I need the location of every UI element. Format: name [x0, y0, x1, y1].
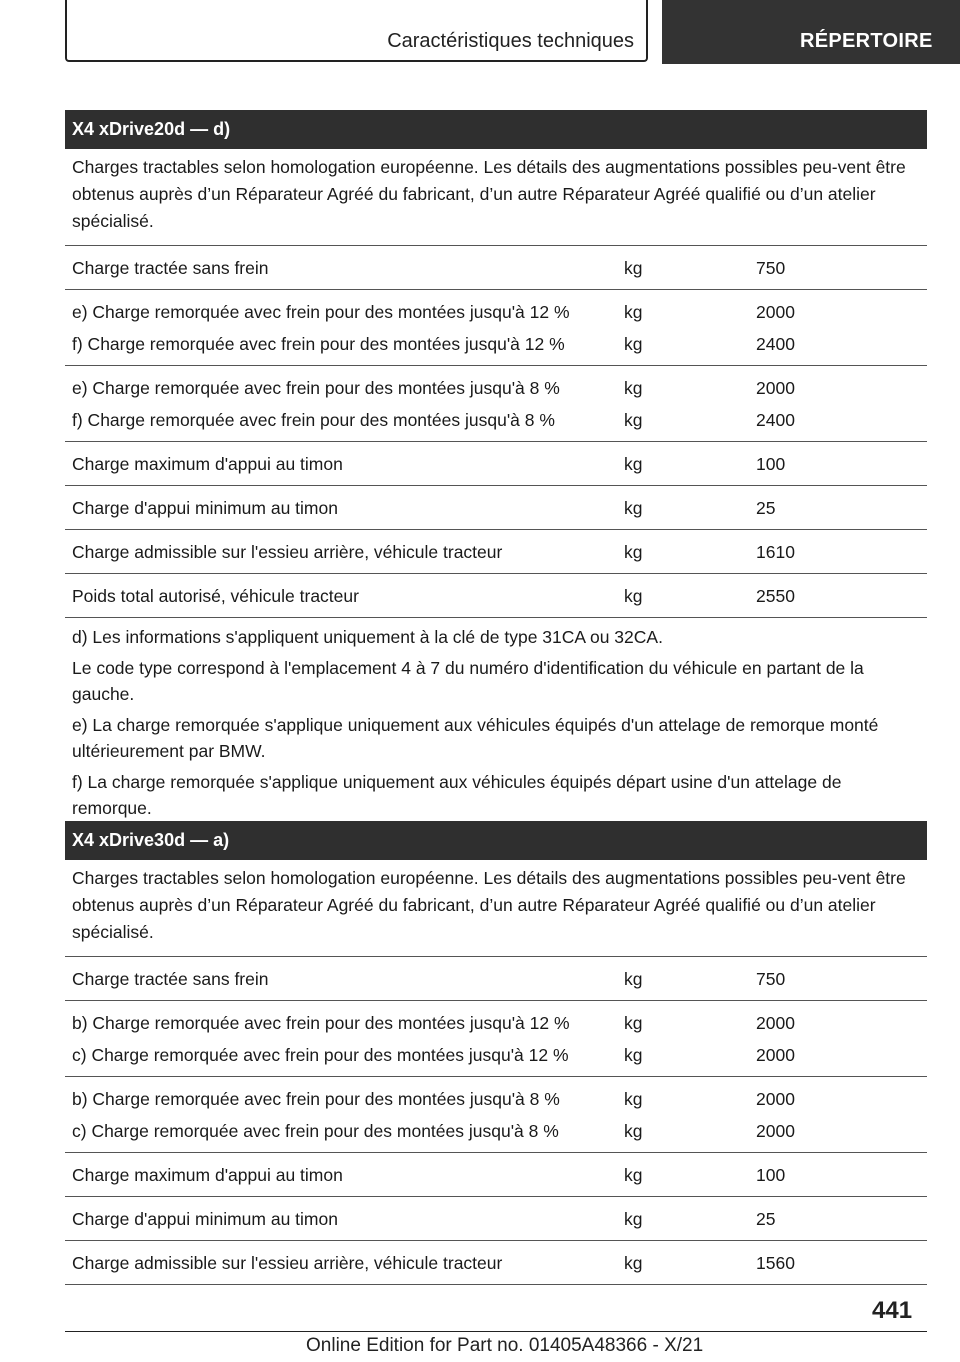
spec-value: 25: [756, 497, 776, 518]
spec-label: Charge maximum d'appui au timon: [72, 453, 343, 474]
section-title: X4 xDrive20d — d): [65, 110, 927, 149]
table-line: [65, 580, 927, 612]
table-row: [65, 1153, 927, 1197]
spec-unit: kg: [624, 257, 643, 278]
spec-label: f) Charge remorquée avec frein pour des montées jusqu'à 8 %: [72, 409, 555, 430]
footer-divider: [65, 1331, 927, 1332]
spec-label: Charge tractée sans frein: [72, 257, 269, 278]
footnote: d) Les informations s'appliquent uniquement à la clé de type 31CA ou 32CA.: [72, 627, 663, 647]
footnote: Le code type correspond à l'emplacement 4 à 7 du numéro d'identification du véhicule en partant de la gauche.: [72, 658, 864, 704]
section-label: Caractéristiques techniques: [387, 30, 634, 52]
spec-value: 2000: [756, 1088, 795, 1109]
spec-unit: kg: [624, 968, 643, 989]
spec-value: 2400: [756, 333, 795, 354]
spec-unit: kg: [624, 1088, 643, 1109]
spec-unit: kg: [624, 585, 643, 606]
spec-label: Charge maximum d'appui au timon: [72, 1164, 343, 1185]
spec-value: 2000: [756, 377, 795, 398]
section-intro: Charges tractables selon homologation européenne. Les détails des augmentations possibles peu-vent être obtenus auprès d’un Réparateur Agréé du fabricant, d’un autre Réparateur Agréé qualifié ou d’un atelier spécialisé.: [65, 149, 927, 246]
table-row: [65, 1241, 927, 1285]
spec-section-xdrive30d: [65, 821, 927, 1285]
spec-unit: kg: [624, 497, 643, 518]
table-row: [65, 1077, 927, 1153]
spec-value: 1610: [756, 541, 795, 562]
table-line: [65, 252, 927, 284]
spec-unit: kg: [624, 409, 643, 430]
table-line: [65, 372, 927, 404]
spec-label: Charge d'appui minimum au timon: [72, 497, 338, 518]
table-line: [65, 1159, 927, 1191]
spec-unit: kg: [624, 377, 643, 398]
table-line: [65, 1203, 927, 1235]
table-row: [65, 486, 927, 530]
section-tab[interactable]: [65, 0, 648, 62]
spec-value: 2000: [756, 1120, 795, 1141]
spec-label: e) Charge remorquée avec frein pour des montées jusqu'à 8 %: [72, 377, 560, 398]
index-tab[interactable]: [662, 0, 960, 64]
table-line: [65, 536, 927, 568]
table-line: [65, 1039, 927, 1071]
spec-value: 750: [756, 968, 786, 989]
section-title: X4 xDrive30d — a): [65, 821, 927, 860]
table-row: [65, 1197, 927, 1241]
table-row: [65, 290, 927, 366]
table-row: [65, 366, 927, 442]
table-line: [65, 448, 927, 480]
table-row: [65, 574, 927, 618]
spec-value: 100: [756, 1164, 786, 1185]
spec-label: c) Charge remorquée avec frein pour des montées jusqu'à 8 %: [72, 1120, 559, 1141]
spec-unit: kg: [624, 301, 643, 322]
spec-value: 1560: [756, 1252, 795, 1273]
table-line: [65, 1007, 927, 1039]
spec-label: Poids total autorisé, véhicule tracteur: [72, 585, 359, 606]
spec-label: Charge admissible sur l'essieu arrière, véhicule tracteur: [72, 541, 503, 562]
spec-unit: kg: [624, 1208, 643, 1229]
spec-value: 2000: [756, 301, 795, 322]
spec-unit: kg: [624, 453, 643, 474]
section-intro: Charges tractables selon homologation européenne. Les détails des augmentations possibles peu-vent être obtenus auprès d’un Réparateur Agréé du fabricant, d’un autre Réparateur Agréé qualifié ou d’un atelier spécialisé.: [65, 860, 927, 957]
table-line: [65, 1115, 927, 1147]
spec-label: b) Charge remorquée avec frein pour des montées jusqu'à 12 %: [72, 1012, 570, 1033]
spec-section-xdrive20d: [65, 110, 927, 839]
spec-label: f) Charge remorquée avec frein pour des montées jusqu'à 12 %: [72, 333, 565, 354]
page-number: 441: [872, 1297, 913, 1324]
table-row: [65, 246, 927, 290]
table-row: [65, 530, 927, 574]
spec-value: 2000: [756, 1012, 795, 1033]
spec-unit: kg: [624, 1120, 643, 1141]
table-row: [65, 442, 927, 486]
spec-label: Charge admissible sur l'essieu arrière, véhicule tracteur: [72, 1252, 503, 1273]
spec-value: 2000: [756, 1044, 795, 1065]
table-line: [65, 492, 927, 524]
table-line: [65, 963, 927, 995]
footnote: e) La charge remorquée s'applique uniquement aux véhicules équipés d'un attelage de remorque monté ultérieurement par BMW.: [72, 715, 879, 761]
table-line: [65, 296, 927, 328]
spec-value: 2400: [756, 409, 795, 430]
spec-unit: kg: [624, 1252, 643, 1273]
footnote: f) La charge remorquée s'applique uniquement aux véhicules équipés départ usine d'un attelage de remorque.: [72, 772, 842, 818]
spec-value: 2550: [756, 585, 795, 606]
spec-unit: kg: [624, 1012, 643, 1033]
edition-footer: Online Edition for Part no. 01405A48366 - X/21: [306, 1335, 704, 1356]
spec-label: Charge tractée sans frein: [72, 968, 269, 989]
footnotes: [65, 618, 927, 839]
table-line: [65, 328, 927, 360]
page-header: [0, 0, 960, 64]
table-line: [65, 404, 927, 436]
spec-label: e) Charge remorquée avec frein pour des montées jusqu'à 12 %: [72, 301, 570, 322]
spec-unit: kg: [624, 1044, 643, 1065]
index-tab-label: RÉPERTOIRE: [800, 30, 933, 52]
table-row: [65, 957, 927, 1001]
spec-unit: kg: [624, 541, 643, 562]
spec-unit: kg: [624, 1164, 643, 1185]
spec-value: 100: [756, 453, 786, 474]
spec-label: c) Charge remorquée avec frein pour des montées jusqu'à 12 %: [72, 1044, 569, 1065]
spec-unit: kg: [624, 333, 643, 354]
table-line: [65, 1083, 927, 1115]
spec-value: 25: [756, 1208, 776, 1229]
spec-label: b) Charge remorquée avec frein pour des montées jusqu'à 8 %: [72, 1088, 560, 1109]
table-line: [65, 1247, 927, 1279]
spec-value: 750: [756, 257, 786, 278]
table-row: [65, 1001, 927, 1077]
spec-label: Charge d'appui minimum au timon: [72, 1208, 338, 1229]
